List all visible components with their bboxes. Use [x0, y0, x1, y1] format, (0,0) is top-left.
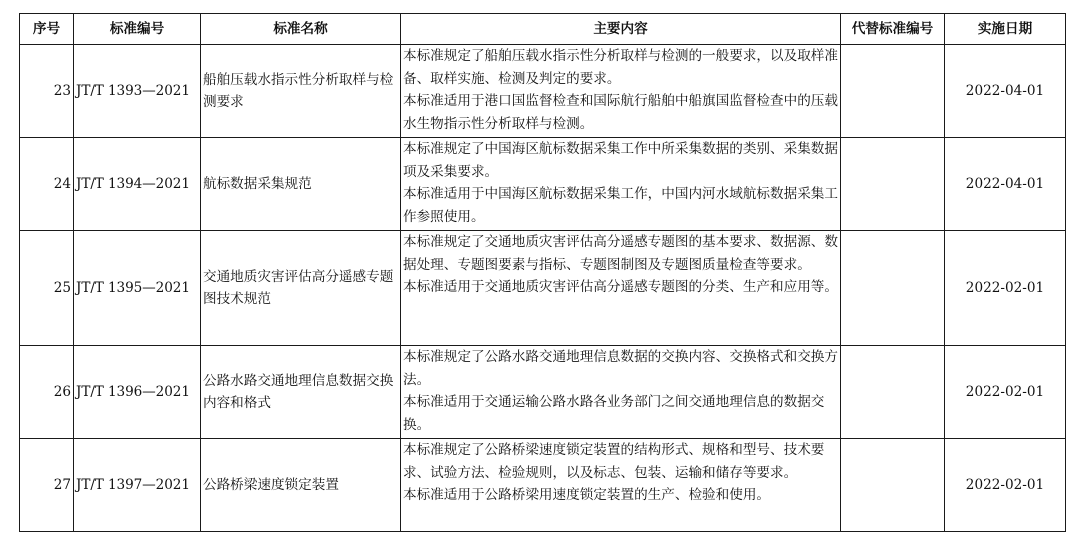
row-seq: 23: [20, 45, 74, 138]
header-replaced: 代替标准编号: [841, 14, 945, 45]
row-seq: 25: [20, 231, 74, 346]
header-name: 标准名称: [201, 14, 401, 45]
table-row: [20, 231, 1066, 346]
row-replaced: [841, 138, 945, 231]
row-content: [401, 439, 841, 532]
row-date: 2022-04-01: [945, 138, 1066, 231]
table-row: [20, 439, 1066, 532]
row-date: 2022-02-01: [945, 231, 1066, 346]
standards-table: [19, 13, 1066, 532]
row-seq: 24: [20, 138, 74, 231]
header-code: 标准编号: [74, 14, 201, 45]
row-content: [401, 346, 841, 439]
row-replaced: [841, 45, 945, 138]
row-content: [401, 138, 841, 231]
header-row: [20, 14, 1066, 45]
row-code: JT/T 1394—2021: [74, 138, 201, 231]
row-date: 2022-02-01: [945, 346, 1066, 439]
row-content: [401, 231, 841, 346]
row-name: 交通地质灾害评估高分遥感专题图技术规范: [201, 231, 401, 346]
row-name: 航标数据采集规范: [201, 138, 401, 231]
row-content: [401, 45, 841, 138]
table-row: [20, 45, 1066, 138]
row-seq: 27: [20, 439, 74, 532]
content-scope: 本标准规定了公路桥梁速度锁定装置的结构形式、规格和型号、技术要求、试验方法、检验规则，以及标志、包装、运输和储存等要求。: [403, 442, 825, 481]
content-scope: 本标准规定了交通地质灾害评估高分遥感专题图的基本要求、数据源、数据处理、专题图要素与指标、专题图制图及专题图质量检查等要求。: [403, 234, 838, 273]
content-scope: 本标准规定了公路水路交通地理信息数据的交换内容、交换格式和交换方法。: [403, 349, 838, 388]
row-name: 公路水路交通地理信息数据交换内容和格式: [201, 346, 401, 439]
content-scope: 本标准规定了船舶压载水指示性分析取样与检测的一般要求，以及取样准备、取样实施、检测及判定的要求。: [403, 48, 838, 87]
row-name: 船舶压载水指示性分析取样与检测要求: [201, 45, 401, 138]
header-date: 实施日期: [945, 14, 1066, 45]
row-date: 2022-04-01: [945, 45, 1066, 138]
content-applicability: 本标准适用于港口国监督检查和国际航行船舶中船旗国监督检查中的压载水生物指示性分析取样与检测。: [403, 93, 838, 132]
row-seq: 26: [20, 346, 74, 439]
content-applicability: 本标准适用于交通地质灾害评估高分遥感专题图的分类、生产和应用等。: [403, 279, 838, 295]
row-replaced: [841, 231, 945, 346]
row-date: 2022-02-01: [945, 439, 1066, 532]
row-replaced: [841, 439, 945, 532]
header-content: 主要内容: [401, 14, 841, 45]
content-applicability: 本标准适用于交通运输公路水路各业务部门之间交通地理信息的数据交换。: [403, 394, 825, 433]
table-row: [20, 138, 1066, 231]
row-code: JT/T 1396—2021: [74, 346, 201, 439]
row-code: JT/T 1393—2021: [74, 45, 201, 138]
content-scope: 本标准规定了中国海区航标数据采集工作中所采集数据的类别、采集数据项及采集要求。: [403, 141, 838, 180]
table-row: [20, 346, 1066, 439]
header-seq: 序号: [20, 14, 74, 45]
row-replaced: [841, 346, 945, 439]
row-name: 公路桥梁速度锁定装置: [201, 439, 401, 532]
row-code: JT/T 1395—2021: [74, 231, 201, 346]
content-applicability: 本标准适用于公路桥梁用速度锁定装置的生产、检验和使用。: [403, 487, 771, 503]
row-code: JT/T 1397—2021: [74, 439, 201, 532]
content-applicability: 本标准适用于中国海区航标数据采集工作，中国内河水域航标数据采集工作参照使用。: [403, 186, 838, 225]
